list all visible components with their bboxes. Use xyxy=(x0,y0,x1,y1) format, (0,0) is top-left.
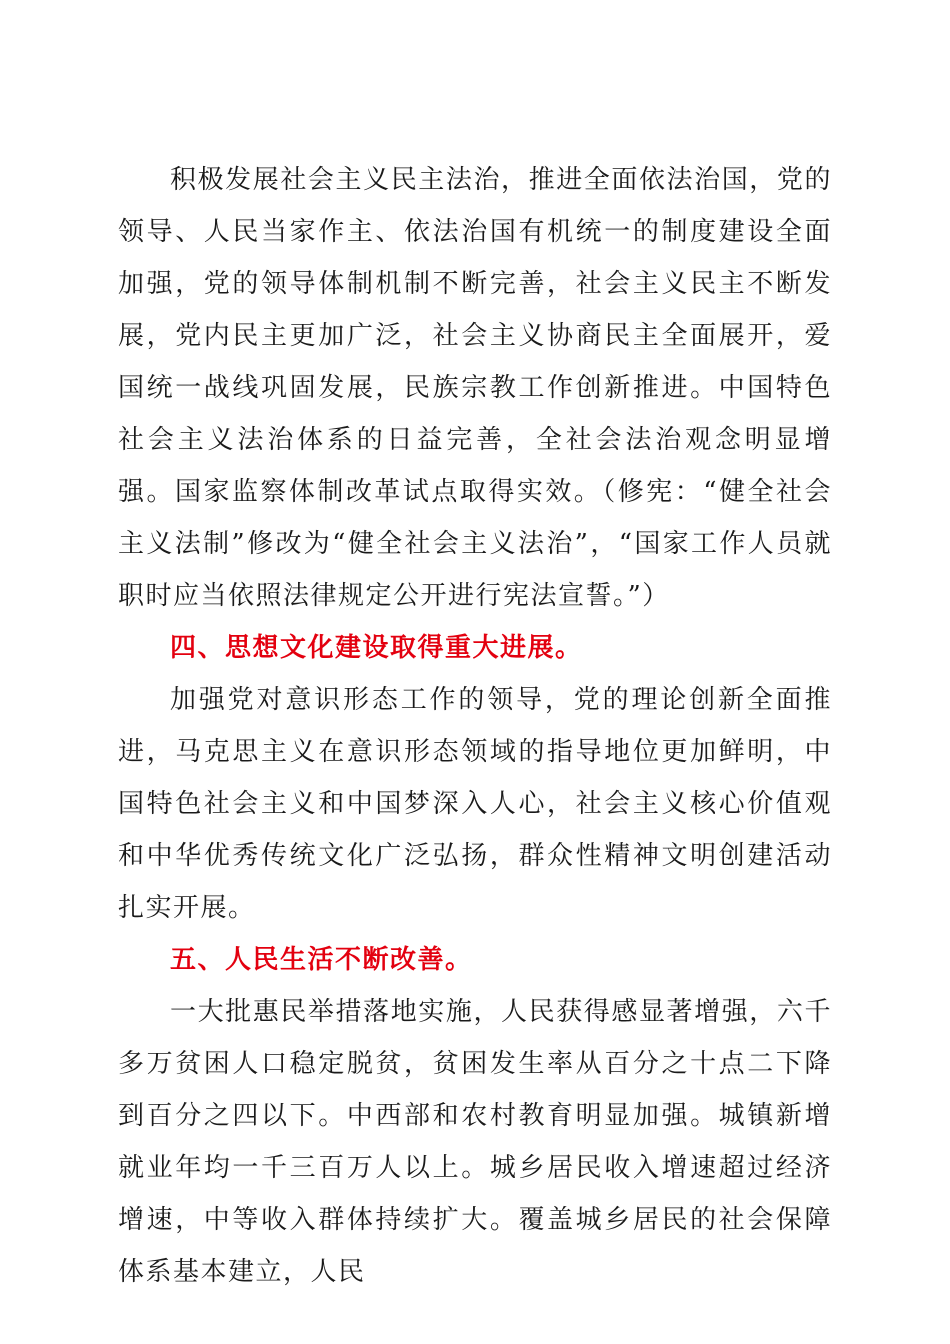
paragraph-ideology-culture: 加强党对意识形态工作的领导，党的理论创新全面推进，马克思主义在意识形态领域的指导地位更加鲜明，中国特色社会主义和中国梦深入人心，社会主义核心价值观和中华优秀传统文化广泛弘扬，群众性精神文明创建活动扎实开展。 xyxy=(118,685,832,923)
paragraph-people-livelihood: 一大批惠民举措落地实施，人民获得感显著增强，六千多万贫困人口稳定脱贫，贫困发生率从百分之十点二下降到百分之四以下。中西部和农村教育明显加强。城镇新增就业年均一千三百万人以上。城乡居民收入增速超过经济增速，中等收入群体持续扩大。覆盖城乡居民的社会保障体系基本建立，人民 xyxy=(118,997,832,1287)
section-heading-4: 四、思想文化建设取得重大进展。 xyxy=(170,633,583,663)
paragraph-democracy-rule-of-law: 积极发展社会主义民主法治，推进全面依法治国，党的领导、人民当家作主、依法治国有机统一的制度建设全面加强，党的领导体制机制不断完善，社会主义民主不断发展，党内民主更加广泛，社会主义协商民主全面展开，爱国统一战线巩固发展，民族宗教工作创新推进。中国特色社会主义法治体系的日益完善，全社会法治观念明显增强。国家监察体制改革试点取得实效。（修宪：“健全社会主义法制”修改为“健全社会主义法治”，“国家工作人员就职时应当依照法律规定公开进行宪法宣誓。”） xyxy=(118,165,832,611)
section-heading-5: 五、人民生活不断改善。 xyxy=(170,945,473,975)
document-page xyxy=(118,154,832,1298)
